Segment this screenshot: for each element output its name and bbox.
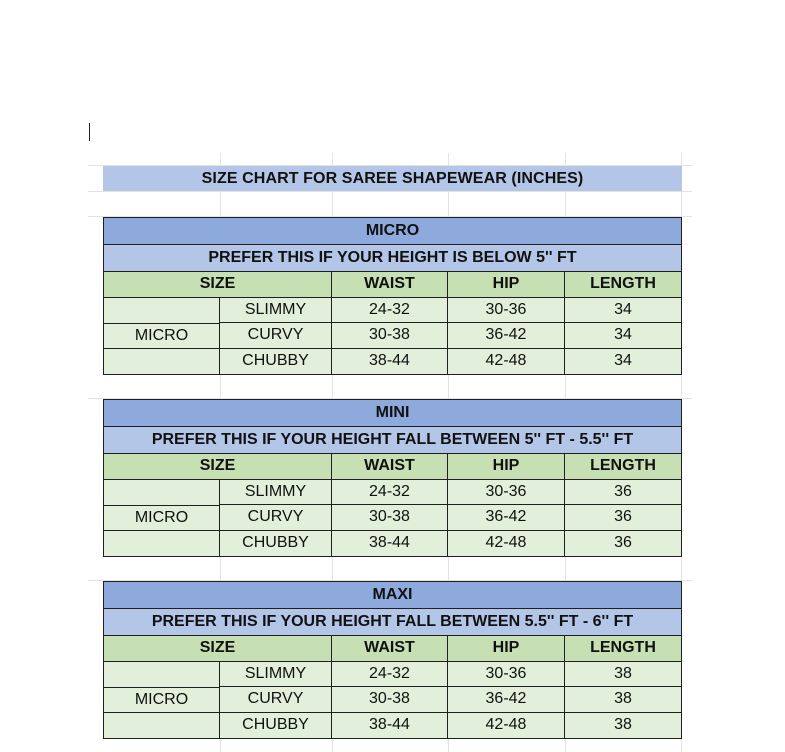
fit-cell: CHUBBY [220, 349, 332, 375]
waist-cell: 38-44 [332, 349, 448, 375]
fit-cell: CURVY [220, 687, 332, 713]
waist-cell: 30-38 [332, 687, 448, 713]
row-divider [104, 505, 220, 506]
length-cell: 36 [565, 505, 681, 531]
hip-cell: 36-42 [448, 323, 565, 349]
waist-header: WAIST [332, 454, 448, 479]
waist-cell: 30-38 [332, 323, 448, 349]
size-group-label: MICRO [104, 480, 220, 557]
waist-cell: 30-38 [332, 505, 448, 531]
size-rows [104, 298, 681, 375]
height-note: PREFER THIS IF YOUR HEIGHT FALL BETWEEN 5.5'' FT - 6'' FT [104, 609, 681, 636]
fit-cell: CHUBBY [220, 713, 332, 739]
hip-cell: 36-42 [448, 505, 565, 531]
row-divider [104, 530, 220, 531]
size-section-micro [103, 217, 682, 375]
text-cursor [89, 123, 90, 141]
fit-cell: SLIMMY [220, 480, 332, 506]
size-header: SIZE [104, 636, 332, 661]
length-cell: 38 [565, 687, 681, 713]
height-note: PREFER THIS IF YOUR HEIGHT FALL BETWEEN 5'' FT - 5.5'' FT [104, 427, 681, 454]
column-header-row [104, 454, 681, 480]
row-divider [104, 348, 220, 349]
row-divider [104, 323, 220, 324]
size-group-label: MICRO [104, 298, 220, 375]
length-cell: 36 [565, 480, 681, 506]
fit-cell: CURVY [220, 323, 332, 349]
fit-cell: CURVY [220, 505, 332, 531]
fit-cell: CHUBBY [220, 531, 332, 557]
hip-header: HIP [448, 272, 565, 297]
length-cell: 34 [565, 323, 681, 349]
waist-header: WAIST [332, 636, 448, 661]
hip-header: HIP [448, 454, 565, 479]
height-note: PREFER THIS IF YOUR HEIGHT IS BELOW 5'' FT [104, 245, 681, 272]
fit-cell: SLIMMY [220, 662, 332, 688]
waist-cell: 24-32 [332, 662, 448, 688]
size-section-mini [103, 399, 682, 557]
section-heading: MAXI [104, 582, 681, 609]
size-group-label: MICRO [104, 662, 220, 739]
hip-cell: 42-48 [448, 349, 565, 375]
length-cell: 36 [614, 534, 632, 552]
row-divider [104, 687, 220, 688]
hip-cell: 30-36 [448, 480, 565, 506]
waist-cell: 38-44 [332, 531, 448, 557]
gridline [88, 191, 692, 192]
section-heading: MINI [104, 400, 681, 427]
column-header-row [104, 636, 681, 662]
fit-cell: SLIMMY [220, 298, 332, 324]
size-rows [104, 480, 681, 557]
hip-cell: 42-48 [448, 713, 565, 739]
waist-cell: 24-32 [332, 480, 448, 506]
length-cell: 38 [614, 716, 632, 734]
waist-cell: 24-32 [332, 298, 448, 324]
length-header: LENGTH [590, 639, 656, 657]
size-header: SIZE [104, 454, 332, 479]
length-cell: 34 [614, 352, 632, 370]
waist-cell: 38-44 [332, 713, 448, 739]
hip-cell: 30-36 [448, 298, 565, 324]
column-header-row [104, 272, 681, 298]
size-rows [104, 662, 681, 739]
length-header: LENGTH [590, 275, 656, 293]
section-heading: MICRO [104, 218, 681, 245]
row-divider [104, 712, 220, 713]
hip-cell: 36-42 [448, 687, 565, 713]
hip-cell: 30-36 [448, 662, 565, 688]
size-section-maxi [103, 581, 682, 739]
chart-title: SIZE CHART FOR SAREE SHAPEWEAR (INCHES) [103, 166, 682, 191]
hip-header: HIP [448, 636, 565, 661]
length-cell: 34 [565, 298, 681, 324]
length-header: LENGTH [590, 457, 656, 475]
length-cell: 38 [565, 662, 681, 688]
waist-header: WAIST [332, 272, 448, 297]
hip-cell: 42-48 [448, 531, 565, 557]
size-header: SIZE [104, 272, 332, 297]
